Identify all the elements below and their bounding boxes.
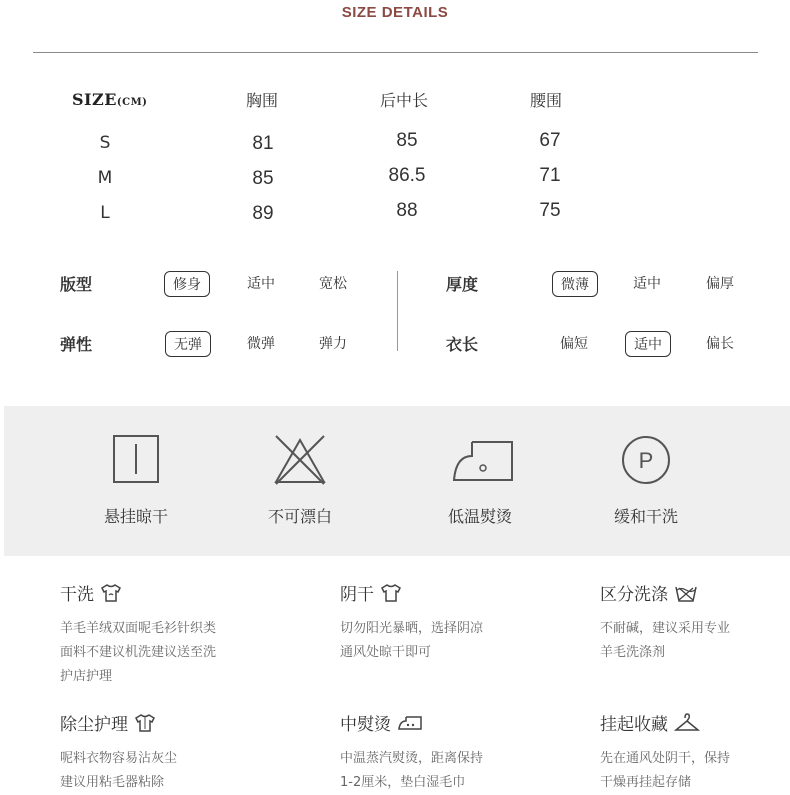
page-title: SIZE DETAILS — [341, 4, 449, 21]
title-divider — [33, 52, 758, 53]
tip-text-dryclean: 羊毛羊绒双面呢毛衫针织类 面料不建议机洗建议送至洗 护店护理 — [60, 621, 217, 684]
tip-title-wash-separate — [600, 580, 698, 608]
length-option-long: 偏长 — [706, 336, 734, 352]
column-header-chest: 胸围 — [246, 91, 279, 110]
fit-option-slim-selected: 修身 — [164, 271, 210, 297]
size-m-waist: 71 — [539, 165, 561, 186]
size-row-s-label: S — [99, 133, 111, 153]
dust-shirt-icon — [134, 713, 156, 738]
fit-option-loose: 宽松 — [319, 276, 347, 292]
tip-title-shade-dry — [340, 580, 402, 608]
hang-dry-icon — [106, 430, 166, 490]
size-s-waist: 67 — [539, 130, 561, 151]
tip-title-hang-store-text: 挂起收藏 — [600, 715, 668, 735]
size-m-chest: 85 — [252, 168, 274, 189]
low-iron-icon — [450, 430, 510, 490]
tip-title-medium-iron — [340, 710, 423, 737]
care-label-hang-dry: 悬挂晾干 — [103, 507, 168, 526]
size-l-back-length: 88 — [396, 200, 418, 221]
tip-title-dust-care-text: 除尘护理 — [60, 715, 128, 735]
size-label-text: SIZE — [72, 90, 117, 109]
size-l-waist: 75 — [539, 200, 561, 221]
size-row-l-label: L — [100, 203, 110, 223]
tip-title-shade-dry-text: 阴干 — [340, 585, 374, 605]
fit-option-regular: 适中 — [247, 276, 275, 292]
tip-title-medium-iron-text: 中熨烫 — [340, 715, 391, 735]
fit-title-elasticity: 弹性 — [60, 335, 93, 354]
size-table-label — [72, 90, 147, 109]
shade-dry-shirt-icon — [380, 583, 402, 608]
tip-text-medium-iron: 中温蒸汽熨烫，距离保持 1-2厘米，垫白湿毛巾 — [340, 751, 484, 790]
tip-text-shade-dry: 切勿阳光暴晒，选择阴凉 通风处晾干即可 — [340, 621, 484, 660]
length-option-short: 偏短 — [560, 336, 588, 352]
no-bleach-icon — [270, 430, 330, 490]
size-m-back-length: 86.5 — [388, 165, 426, 186]
svg-text:P: P — [638, 448, 654, 473]
wash-separate-icon — [674, 583, 698, 608]
size-unit: (CM) — [116, 97, 148, 108]
fit-title-thickness: 厚度 — [446, 275, 479, 294]
tip-title-dryclean — [60, 580, 122, 608]
care-label-gentle-dryclean: 缓和干洗 — [613, 507, 678, 526]
thickness-option-medium: 适中 — [633, 276, 661, 292]
elasticity-option-none-selected: 无弹 — [165, 331, 211, 357]
fit-title-length: 衣长 — [446, 335, 479, 354]
hanger-icon — [674, 712, 700, 739]
size-s-back-length: 85 — [396, 130, 418, 151]
elasticity-option-slight: 微弹 — [247, 336, 275, 352]
fit-divider — [397, 271, 398, 351]
medium-iron-icon — [397, 714, 423, 737]
length-option-regular-selected: 适中 — [625, 331, 671, 357]
size-s-chest: 81 — [252, 133, 274, 154]
tip-title-hang-store — [600, 710, 700, 739]
thickness-option-thick: 偏厚 — [706, 276, 734, 292]
tip-title-wash-separate-text: 区分洗涤 — [600, 585, 668, 605]
size-l-chest: 89 — [252, 203, 274, 224]
dryclean-shirt-icon — [100, 583, 122, 608]
column-header-back-length: 后中长 — [380, 91, 429, 110]
fit-title-silhouette: 版型 — [60, 275, 93, 294]
tip-title-dust-care — [60, 710, 156, 738]
size-row-m-label: M — [97, 168, 113, 188]
tip-text-hang-store: 先在通风处阴干，保持 干燥再挂起存储 — [600, 751, 731, 790]
tip-text-wash-separate: 不耐碱，建议采用专业 羊毛洗涤剂 — [600, 621, 731, 660]
column-header-waist: 腰围 — [530, 91, 563, 110]
elasticity-option-stretch: 弹力 — [319, 336, 347, 352]
care-label-low-iron: 低温熨烫 — [447, 507, 512, 526]
thickness-option-thin-selected: 微薄 — [552, 271, 598, 297]
care-label-no-bleach: 不可漂白 — [267, 507, 332, 526]
tip-title-dryclean-text: 干洗 — [60, 585, 94, 605]
tip-text-dust-care: 呢料衣物容易沾灰尘 建议用粘毛器粘除 — [60, 751, 178, 790]
gentle-dryclean-icon — [616, 430, 676, 490]
